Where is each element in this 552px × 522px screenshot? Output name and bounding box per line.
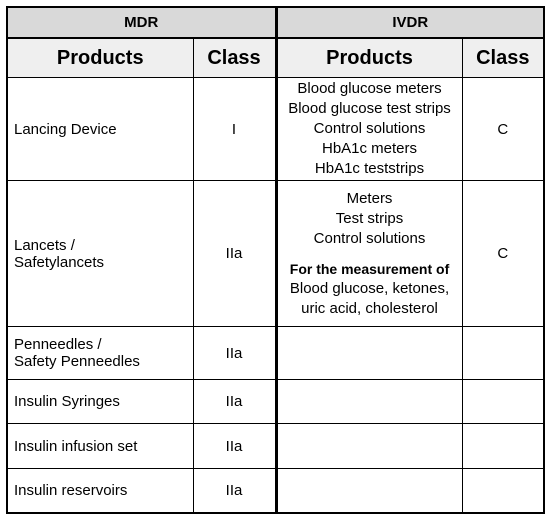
mdr-class-cell: IIa (193, 380, 276, 424)
mdr-products-header: Products (7, 38, 193, 78)
group-header-row (7, 7, 544, 38)
mdr-class-header: Class (193, 38, 276, 78)
ivdr-products-header: Products (276, 38, 462, 78)
ivdr-products-cell (276, 327, 462, 380)
mdr-class-cell: IIa (193, 327, 276, 380)
mdr-product-cell: Lancing Device (7, 78, 193, 181)
column-header-row (7, 38, 544, 78)
ivdr-product-line: Control solutions (313, 229, 426, 247)
table-row (7, 78, 544, 181)
table-row (7, 380, 544, 424)
table-row (7, 424, 544, 469)
product-line: Safetylancets (14, 253, 105, 271)
mdr-class-cell: IIa (193, 181, 276, 327)
ivdr-products-cell (276, 181, 462, 327)
table-row (7, 469, 544, 513)
mdr-product-cell: Insulin Syringes (7, 380, 193, 424)
product-line: Penneedles / (14, 336, 102, 353)
ivdr-class-header: Class (462, 38, 544, 78)
ivdr-product-line: Control solutions (313, 120, 426, 137)
ivdr-class-cell: C (462, 181, 544, 327)
ivdr-product-line: Blood glucose test strips (288, 100, 451, 117)
ivdr-class-cell (462, 327, 544, 380)
mdr-product-cell (7, 327, 193, 380)
ivdr-products-cell (276, 78, 462, 181)
mdr-product-cell (7, 181, 193, 327)
ivdr-measurement-heading: For the measurement of (289, 260, 450, 277)
table-row (7, 327, 544, 380)
mdr-product-cell: Insulin infusion set (7, 424, 193, 469)
ivdr-product-line: Blood glucose meters (297, 80, 442, 97)
ivdr-product-line: Meters (346, 189, 393, 207)
ivdr-product-line: Blood glucose, ketones, (289, 279, 450, 297)
mdr-class-cell: IIa (193, 424, 276, 469)
ivdr-class-cell (462, 469, 544, 513)
mdr-group-header: MDR (7, 7, 276, 38)
table-row (7, 181, 544, 327)
mdr-class-cell: IIa (193, 469, 276, 513)
ivdr-products-cell (276, 469, 462, 513)
product-line: Lancets / (14, 236, 75, 254)
ivdr-products-cell (276, 424, 462, 469)
mdr-product-cell: Insulin reservoirs (7, 469, 193, 513)
classification-table (6, 6, 545, 514)
ivdr-product-line: HbA1c meters (321, 140, 418, 157)
ivdr-class-cell: C (462, 78, 544, 181)
ivdr-product-line: Test strips (335, 209, 404, 227)
ivdr-products-cell (276, 380, 462, 424)
ivdr-product-line: uric acid, cholesterol (301, 299, 438, 317)
product-line: Safety Penneedles (14, 353, 140, 370)
ivdr-class-cell (462, 424, 544, 469)
ivdr-class-cell (462, 380, 544, 424)
ivdr-group-header: IVDR (276, 7, 544, 38)
ivdr-product-line: HbA1c teststrips (314, 160, 425, 177)
mdr-class-cell: I (193, 78, 276, 181)
